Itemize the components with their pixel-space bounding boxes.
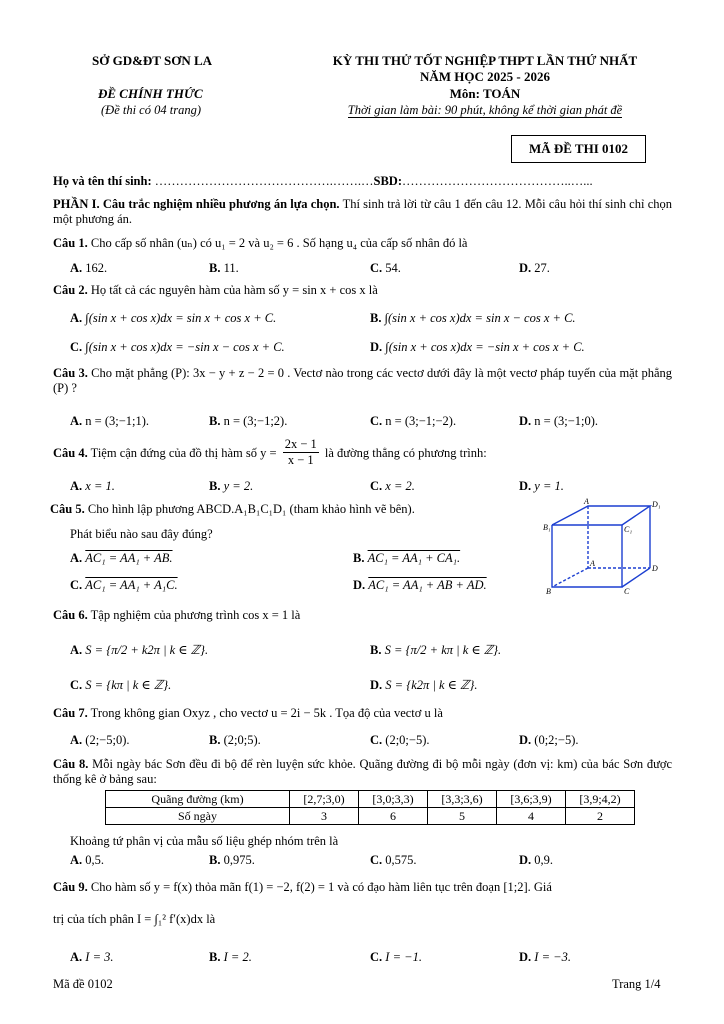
q9-text-2: trị của tích phân I = ∫₁² f′(x)dx là (53, 912, 216, 926)
question-1 (53, 236, 672, 251)
q6-label: Câu 6. (53, 608, 88, 622)
time-note (300, 103, 670, 118)
q3-option-d[interactable]: D. n = (3;−1;0). (519, 414, 599, 428)
q2-text: Họ tất cả các nguyên hàm của hàm số y = sin x + cos x là (90, 283, 378, 297)
q8-subtext: Khoảng tứ phân vị của mẫu số liệu ghép nhóm trên là (70, 834, 339, 848)
q9-label: Câu 9. (53, 880, 88, 894)
part1-instruction: Thí sinh trả lời từ câu 1 đến câu 12. Mỗi câu hỏi thí sinh chỉ chọn một phương án. (53, 197, 672, 226)
cube-hidden-ab (552, 568, 588, 587)
dept-name: SỞ GD&ĐT SƠN LA (92, 53, 213, 68)
q2-label: Câu 2. (53, 283, 88, 297)
question-3 (53, 366, 672, 396)
cube-top-edges (552, 506, 650, 525)
q9-option-a[interactable]: A. I = 3. (70, 950, 114, 964)
q3-text: Cho mặt phẳng (P): 3x − y + z − 2 = 0 . Vectơ nào trong các vectơ dưới đây là một vectơ pháp tuyến của mặt phẳng (P) ? (53, 366, 673, 395)
cube-edge-cd (622, 568, 650, 587)
q1-label: Câu 1. (53, 236, 88, 250)
q2-option-b[interactable]: B. ∫(sin x + cos x)dx = sin x − cos x + C. (370, 311, 576, 325)
candidate-line (53, 174, 672, 189)
q8-option-d[interactable]: D. 0,9. (519, 853, 554, 867)
cube-figure (540, 497, 670, 597)
distance-table (105, 790, 635, 825)
question-6 (53, 608, 672, 623)
q5-text: Cho hình lập phương ABCD.A₁B₁C₁D₁ (tham khảo hình vẽ bên). (87, 502, 415, 516)
q4-text-before: Tiệm cận đứng của đồ thị hàm số y = (90, 446, 277, 460)
question-8 (53, 757, 672, 787)
table-cell: [3,9;4,2) (566, 791, 635, 808)
q7-option-a[interactable]: A. (2;−5;0). (70, 733, 130, 747)
q5-subtext: Phát biểu nào sau đây đúng? (70, 527, 213, 541)
q3-option-c[interactable]: C. n = (3;−1;−2). (370, 414, 457, 428)
pages-note: (Đề thi có 04 trang) (101, 103, 201, 117)
cube-label-d1: D₁ (652, 500, 661, 509)
sbd-label: SBD: (373, 174, 402, 188)
name-label: Họ và tên thí sinh: (53, 174, 152, 188)
q1-option-c[interactable]: C. 54. (370, 261, 401, 275)
part1-title: PHẦN I. Câu trắc nghiệm nhiều phương án lựa chọn. (53, 197, 340, 211)
q4-option-c[interactable]: C. x = 2. (370, 479, 415, 493)
q8-text: Mỗi ngày bác Sơn đều đi bộ để rèn luyện sức khỏe. Quãng đường đi bộ mỗi ngày (đơn vị: km) của bác Sơn được thống kê ở bảng sau: (53, 757, 672, 786)
table-cell: [3,6;3,9) (497, 791, 566, 808)
q9-text: Cho hàm số y = f(x) thỏa mãn f(1) = −2, f(2) = 1 và có đạo hàm liên tục trên đoạn [1;2]. Giá (90, 880, 552, 894)
q4-numerator: 2x − 1 (284, 437, 317, 451)
sbd-dots: …………………………………..…... (402, 174, 593, 188)
question-5 (50, 502, 544, 517)
q9-option-d[interactable]: D. I = −3. (519, 950, 571, 964)
q6-option-b[interactable]: B. S = {π/2 + kπ | k ∈ ℤ}. (370, 643, 502, 657)
q1-option-a[interactable]: A. 162. (70, 261, 108, 275)
official-label: ĐỀ CHÍNH THỨC (98, 86, 203, 101)
table-cell: [3,3;3,6) (428, 791, 497, 808)
cube-label-b: B (546, 587, 551, 596)
q5-option-a[interactable]: A. AC₁ = AA₁ + AB. (70, 551, 173, 565)
table-cell: 2 (566, 808, 635, 825)
table-cell: [2,7;3,0) (290, 791, 359, 808)
q7-option-d[interactable]: D. (0;2;−5). (519, 733, 579, 747)
table-cell: 4 (497, 808, 566, 825)
q7-label: Câu 7. (53, 706, 88, 720)
footer-page: Trang 1/4 (612, 977, 661, 991)
q2-option-a[interactable]: A. ∫(sin x + cos x)dx = sin x + cos x + C. (70, 311, 277, 325)
q9-option-c[interactable]: C. I = −1. (370, 950, 422, 964)
q3-option-b[interactable]: B. n = (3;−1;2). (209, 414, 288, 428)
q2-option-c[interactable]: C. ∫(sin x + cos x)dx = −sin x − cos x + C. (70, 340, 285, 354)
table-cell: 5 (428, 808, 497, 825)
q4-text-after: là đường thẳng có phương trình: (324, 446, 487, 460)
table-header-cell: Quãng đường (km) (106, 791, 290, 808)
q5-option-c[interactable]: C. AC₁ = AA₁ + A₁C. (70, 578, 178, 592)
q1-option-b[interactable]: B. 11. (209, 261, 239, 275)
q5-option-b[interactable]: B. AC₁ = AA₁ + CA₁. (353, 551, 461, 565)
q6-option-d[interactable]: D. S = {k2π | k ∈ ℤ}. (370, 678, 478, 692)
table-row (106, 808, 635, 825)
footer-code: Mã đề 0102 (53, 977, 113, 991)
q2-option-d[interactable]: D. ∫(sin x + cos x)dx = −sin x + cos x + C. (370, 340, 585, 354)
cube-label-d: D (652, 564, 658, 573)
q7-text: Trong không gian Oxyz , cho vectơ u = 2i − 5k . Tọa độ của vectơ u là (90, 706, 443, 720)
exam-title-2: NĂM HỌC 2025 - 2026 (420, 69, 550, 84)
q8-option-c[interactable]: C. 0,575. (370, 853, 417, 867)
table-cell: 6 (359, 808, 428, 825)
question-7 (53, 706, 672, 721)
q8-option-a[interactable]: A. 0,5. (70, 853, 105, 867)
cube-front-face (552, 525, 622, 587)
q6-text: Tập nghiệm của phương trình cos x = 1 là (90, 608, 301, 622)
q5-label: Câu 5. (50, 502, 85, 516)
q4-option-d[interactable]: D. y = 1. (519, 479, 564, 493)
part1-heading (53, 197, 672, 227)
q4-label: Câu 4. (53, 446, 88, 460)
q1-option-d[interactable]: D. 27. (519, 261, 550, 275)
q6-option-a[interactable]: A. S = {π/2 + k2π | k ∈ ℤ}. (70, 643, 209, 657)
q1-text: Cho cấp số nhân (uₙ) có u₁ = 2 và u₂ = 6 . Số hạng u₄ của cấp số nhân đó là (90, 236, 468, 250)
q8-option-b[interactable]: B. 0,975. (209, 853, 255, 867)
table-cell: 3 (290, 808, 359, 825)
cube-label-b1: B₁ (543, 523, 551, 532)
q9-option-b[interactable]: B. I = 2. (209, 950, 252, 964)
question-4 (53, 437, 672, 473)
exam-code-box: MÃ ĐỀ THI 0102 (511, 135, 646, 163)
exam-title-1: KỲ THI THỬ TỐT NGHIỆP THPT LẦN THỨ NHẤT (332, 53, 638, 68)
q3-label: Câu 3. (53, 366, 88, 380)
q7-option-b[interactable]: B. (2;0;5). (209, 733, 261, 747)
cube-label-c1: C₁ (624, 525, 633, 534)
q3-option-a[interactable]: A. n = (3;−1;1). (70, 414, 150, 428)
cube-label-a: A (590, 559, 595, 568)
q6-option-c[interactable]: C. S = {kπ | k ∈ ℤ}. (70, 678, 172, 692)
cube-label-a1: A (584, 497, 589, 506)
subject: Môn: TOÁN (449, 86, 521, 101)
q7-option-c[interactable]: C. (2;0;−5). (370, 733, 430, 747)
q8-label: Câu 8. (53, 757, 89, 771)
question-9 (53, 880, 672, 895)
table-cell: [3,0;3,3) (359, 791, 428, 808)
q5-option-d[interactable]: D. AC₁ = AA₁ + AB + AD. (353, 578, 487, 592)
name-dots: …………………………………….…….… (154, 174, 374, 188)
q4-denominator: x − 1 (287, 453, 314, 467)
q4-option-a[interactable]: A. x = 1. (70, 479, 115, 493)
table-row (106, 791, 635, 808)
question-2 (53, 283, 672, 298)
q4-option-b[interactable]: B. y = 2. (209, 479, 254, 493)
q4-fraction (283, 437, 319, 468)
cube-label-c: C (624, 587, 630, 596)
table-header-cell: Số ngày (106, 808, 290, 825)
time-note-text: Thời gian làm bài: 90 phút, không kể thời gian phát đề (347, 103, 623, 117)
